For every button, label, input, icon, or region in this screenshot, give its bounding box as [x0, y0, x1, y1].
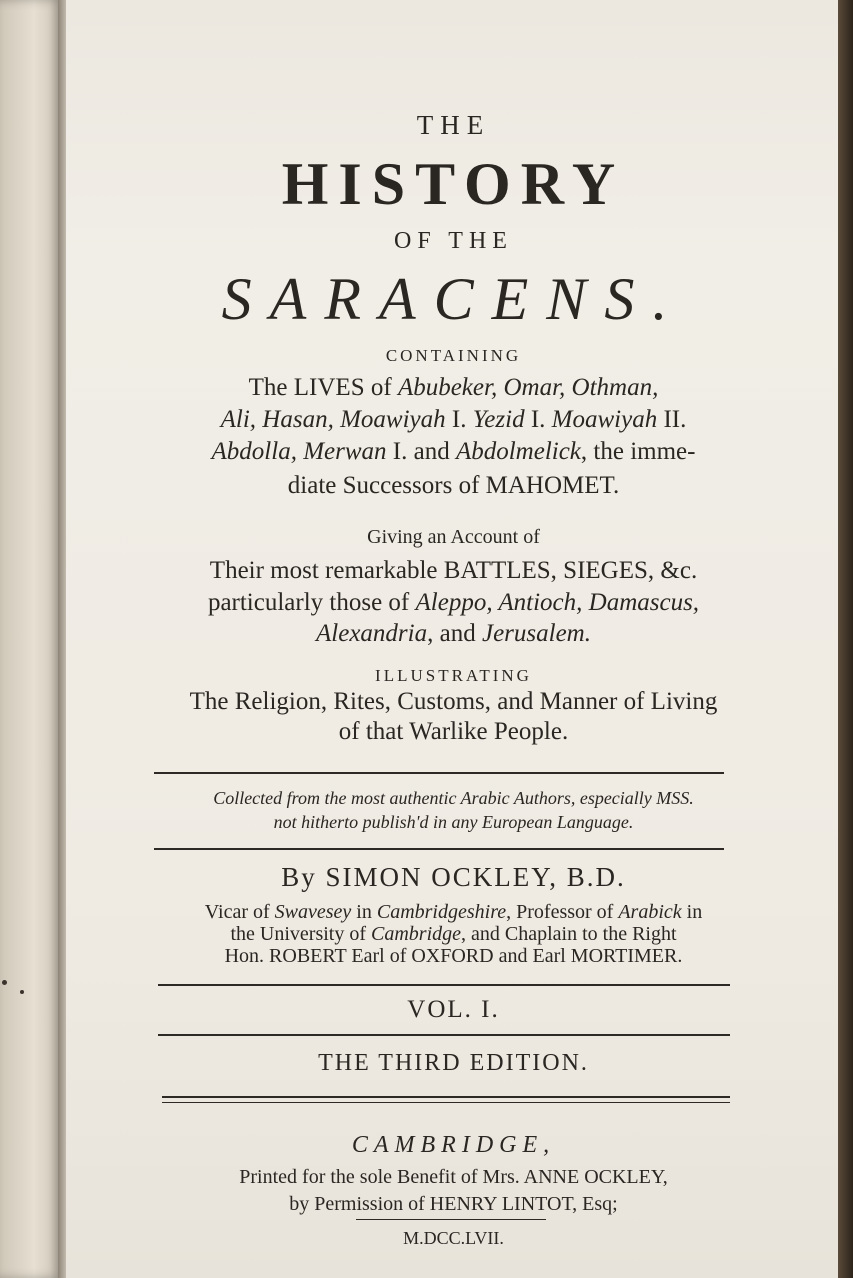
lives-line-4: diate Successors of MAHOMET. [287, 472, 620, 499]
city-alexandria: Alexandria [316, 620, 428, 647]
cities-line-2 [66, 620, 841, 648]
swavesey: Swavesey [274, 901, 352, 923]
edition-label: THE THIRD EDITION. [318, 1050, 589, 1076]
ink-spot [20, 990, 24, 994]
lives-line-3 [66, 438, 841, 466]
caliph-names-2a: Ali, Hasan, Moawiyah [220, 406, 446, 433]
cambridgeshire: Cambridgeshire [376, 901, 507, 923]
in-text-2: in [681, 901, 703, 923]
rule-4 [158, 1034, 730, 1036]
cities-line-1 [66, 589, 841, 617]
numeral-2: I. [524, 406, 552, 433]
author-byline: By SIMON OCKLEY, B.D. [281, 862, 626, 892]
lives-line-3-end: , the imme- [580, 438, 696, 465]
arabick: Arabick [618, 901, 682, 923]
numeral-1: I. [445, 406, 473, 433]
rule-5 [162, 1096, 730, 1098]
title-of-the: OF THE [394, 228, 513, 254]
professor-of: , Professor of [506, 901, 619, 923]
vicar-of: Vicar of [204, 901, 275, 923]
caliph-yezid: Yezid [472, 406, 525, 433]
title-page [66, 0, 841, 1278]
rule-2 [154, 848, 724, 850]
rule-6 [162, 1102, 730, 1103]
collected-line-1: Collected from the most authentic Arabic Authors, especially MSS. [213, 788, 694, 808]
lives-text: The LIVES of [248, 374, 398, 401]
title-the: THE [416, 110, 491, 140]
rule-3 [158, 984, 730, 986]
lives-line-1 [66, 374, 841, 402]
university-of: the University of [230, 923, 371, 945]
in-text: in [351, 901, 377, 923]
title-history: HISTORY [281, 151, 626, 217]
collected-line-2: not hitherto publish'd in any European Language. [273, 812, 634, 832]
caliph-names-1: Abubeker, Omar, Othman, [397, 374, 659, 401]
lives-line-2 [66, 406, 841, 434]
cambridge-university: Cambridge [371, 923, 461, 945]
city-jerusalem: Jerusalem. [481, 620, 591, 647]
caliph-names-3a: Abdolla, Merwan [211, 438, 387, 465]
cities-intro: particularly those of [207, 589, 416, 616]
battles-line: Their most remarkable BATTLES, SIEGES, &c. [209, 557, 698, 584]
ink-spot [2, 980, 7, 985]
imprint-line-1: Printed for the sole Benefit of Mrs. ANNE OCKLEY, [239, 1166, 668, 1188]
illustrating-label: ILLUSTRATING [375, 666, 532, 685]
title-saracens: SARACENS. [221, 266, 686, 332]
religion-line-2: of that Warlike People. [338, 718, 569, 745]
chaplain-text: , and Chaplain to the Right [461, 923, 677, 945]
author-title-line-2 [66, 923, 841, 946]
imprint-date: M.DCC.LVII. [403, 1228, 504, 1248]
caliph-moawiyah: Moawiyah [551, 406, 658, 433]
containing-label: CONTAINING [385, 346, 522, 365]
numeral-4: I. and [386, 438, 456, 465]
volume-label: VOL. I. [407, 996, 500, 1023]
religion-line-1: The Religion, Rites, Customs, and Manner of Living [189, 688, 718, 715]
numeral-3: II. [657, 406, 687, 433]
giving-account-label: Giving an Account of [367, 526, 540, 548]
author-title-line-1 [66, 901, 841, 924]
caliph-abdolmelick: Abdolmelick [455, 438, 581, 465]
rule-7 [356, 1219, 546, 1220]
cities-names-1: Aleppo, Antioch, Damascus, [415, 589, 700, 616]
imprint-place: CAMBRIDGE, [351, 1132, 556, 1158]
rule-1 [154, 772, 724, 774]
left-page-edge [0, 0, 62, 1278]
right-page-edge [838, 0, 853, 1278]
cities-and: , and [427, 620, 482, 647]
author-title-line-3: Hon. ROBERT Earl of OXFORD and Earl MORTIMER. [224, 945, 683, 967]
imprint-line-2: by Permission of HENRY LINTOT, Esq; [289, 1193, 618, 1215]
